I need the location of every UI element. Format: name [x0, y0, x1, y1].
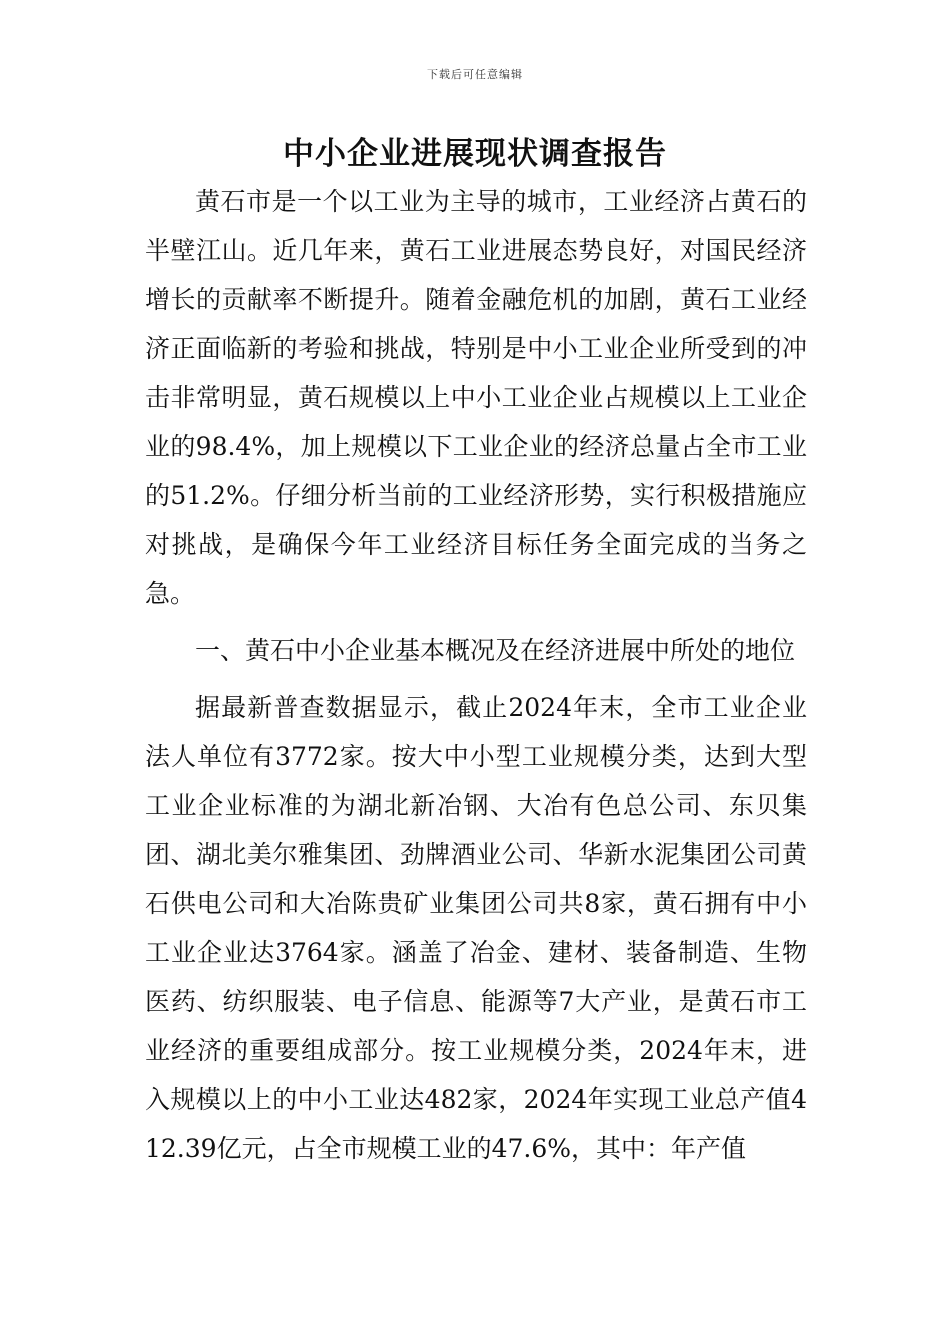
section-heading-1: 一、黄石中小企业基本概况及在经济进展中所处的地位: [195, 636, 796, 665]
document-title: 中小企业进展现状调查报告: [283, 136, 667, 172]
header-note: 下载后可任意编辑: [427, 68, 523, 81]
paragraph-intro: 黄石市是一个以工业为主导的城市，工业经济占黄石的半壁江山。近几年来，黄石工业进展态势良好，对国民经济增长的贡献率不断提升。随着金融危机的加剧，黄石工业经济正面临新的考验和挑战，特别是中小工业企业所受到的冲击非常明显，黄石规模以上中小工业企业占规模以上工业企业的98.4%，加上规模以下工业企业的经济总量占全市工业的51.2%。仔细分析当前的工业经济形势，实行积极措施应对挑战，是确保今年工业经济目标任务全面完成的当务之急。: [145, 187, 807, 608]
document-body: [145, 177, 807, 1173]
paragraph-section-1: 据最新普查数据显示，截止2024年末，全市工业企业法人单位有3772家。按大中小型工业规模分类，达到大型工业企业标准的为湖北新冶钢、大冶有色总公司、东贝集团、湖北美尔雅集团、劲牌酒业公司、华新水泥集团公司黄石供电公司和大冶陈贵矿业集团公司共8家，黄石拥有中小工业企业达3764家。涵盖了冶金、建材、装备制造、生物医药、纺织服装、电子信息、能源等7大产业，是黄石市工业经济的重要组成部分。按工业规模分类，2024年末，进入规模以上的中小工业达482家，2024年实现工业总产值412.39亿元，占全市规模工业的47.6%，其中：年产值: [145, 693, 807, 1163]
